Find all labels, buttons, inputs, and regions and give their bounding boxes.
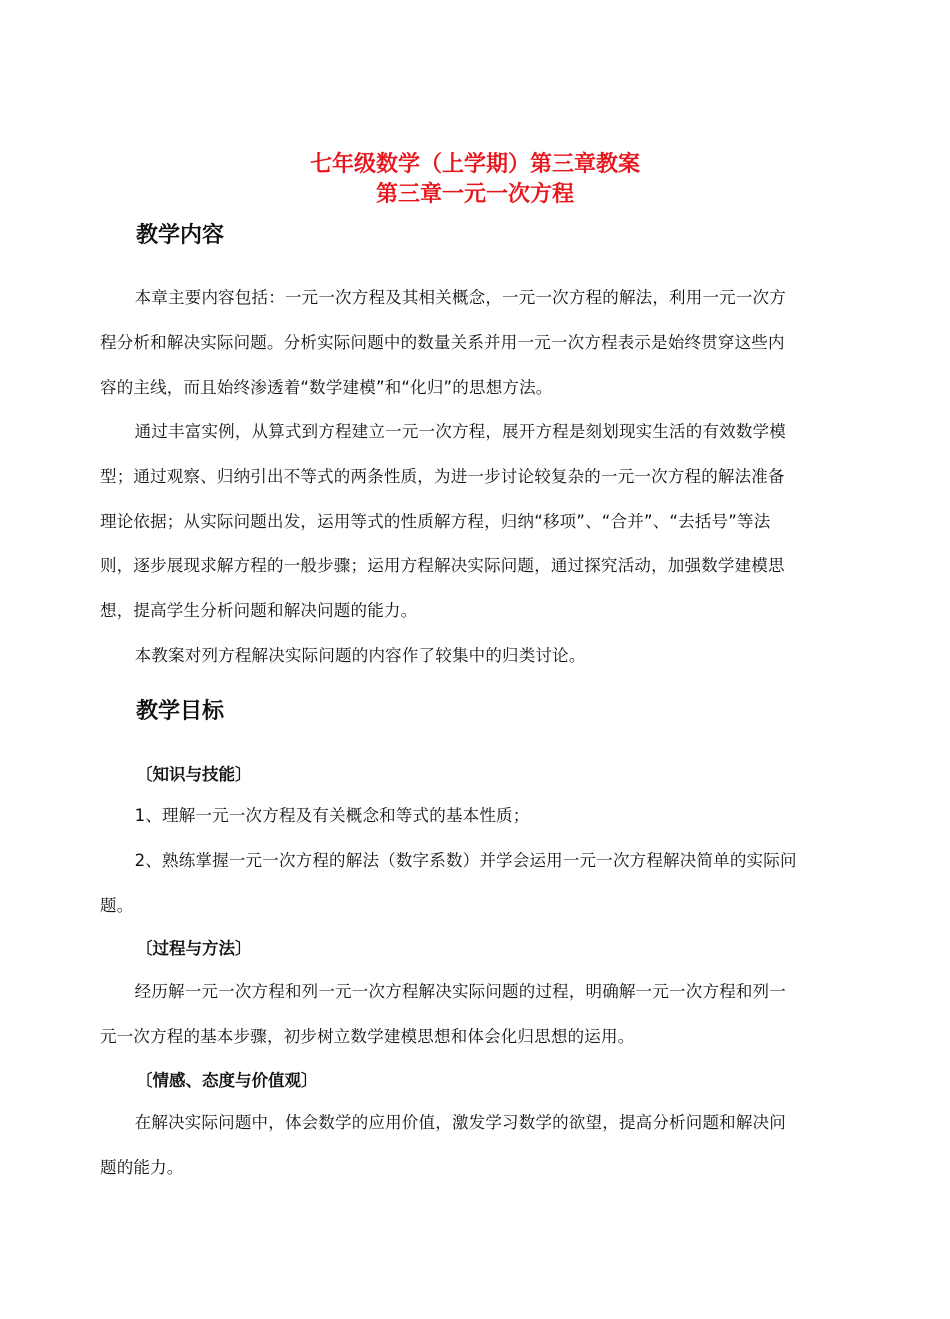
document-title-line-2: 第三章一元一次方程 [375, 181, 574, 207]
paragraph-lesson-note: 本教案对列方程解决实际问题的内容作了较集中的归类讨论。 [134, 646, 586, 665]
document-title-line-1: 七年级数学（上学期）第三章教案 [309, 151, 640, 177]
goal-item-1: 1、理解一元一次方程及有关概念和等式的基本性质； [134, 806, 530, 825]
paragraph-process-methods: 经历解一元一次方程和列一元一次方程解决实际问题的过程，明确解一元一次方程和列一元一次方程的基本步骤，初步树立数学建模思想和体会化归思想的运用。 [100, 982, 786, 1046]
subheading-process-methods: 〔过程与方法〕 [136, 939, 252, 958]
subheading-knowledge-skills: 〔知识与技能〕 [136, 765, 252, 784]
paragraph-emotion-values: 在解决实际问题中，体会数学的应用价值，激发学习数学的欲望，提高分析问题和解决问题的能力。 [100, 1113, 786, 1177]
goal-item-2: 2、熟练掌握一元一次方程的解法（数字系数）并学会运用一元一次方程解决简单的实际问题。 [100, 851, 797, 915]
section-heading-teaching-content: 教学内容 [136, 223, 225, 248]
section-heading-teaching-goals: 教学目标 [136, 699, 225, 724]
subheading-emotion-values: 〔情感、态度与价值观〕 [136, 1071, 318, 1090]
paragraph-teaching-approach: 通过丰富实例，从算式到方程建立一元一次方程，展开方程是刻划现实生活的有效数学模型；通过观察、归纳引出不等式的两条性质，为进一步讨论较复杂的一元一次方程的解法准备理论依据；从实际问题出发，运用等式的性质解方程，归纳“移项”、“合并”、“去括号”等法则，逐步展现求解方程的一般步骤；运用方程解决实际问题，通过探究活动，加强数学建模思想，提高学生分析问题和解决问题的能力。 [100, 422, 786, 621]
paragraph-chapter-overview: 本章主要内容包括：一元一次方程及其相关概念，一元一次方程的解法，利用一元一次方程分析和解决实际问题。分析实际问题中的数量关系并用一元一次方程表示是始终贯穿这些内容的主线，而且始终渗透着“数学建模”和“化归”的思想方法。 [100, 288, 786, 397]
